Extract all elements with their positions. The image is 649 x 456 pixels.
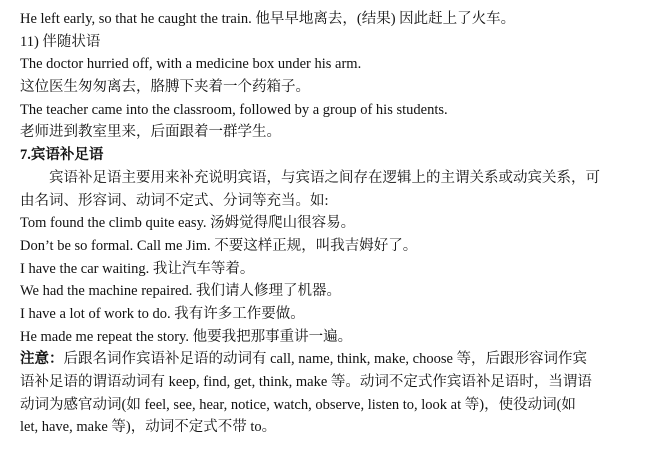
example-line: Don’t be so formal. Call me Jim. 不要这样正规，叫我吉姆好了。 [20,237,418,254]
example-line: I have the car waiting. 我让汽车等着。 [20,260,255,277]
example-line: We had the machine repaired. 我们请人修理了机器。 [20,283,341,300]
text-line: The doctor hurried off, with a medicine box under his arm. [20,56,362,73]
example-line: He made me repeat the story. 他要我把那事重讲一遍。 [20,328,353,345]
section-subheading: 11) 伴随状语 [20,33,101,50]
note-label: 注意： [20,351,64,368]
text-line: 这位医生匆匆离去，胳膊下夹着一个药箱子。 [20,79,310,96]
example-line: I have a lot of work to do. 我有许多工作要做。 [20,305,305,322]
text-line: 老师进到教室里来，后面跟着一群学生。 [20,124,281,141]
note-line: 语补足语的谓语动词有 keep, find, get, think, make 等。动词不定式作宾语补足语时，当谓语 [20,374,592,390]
text-line: The teacher came into the classroom, followed by a group of his students. [20,101,448,118]
text-line: He left early, so that he caught the train. 他早早地离去，(结果) 因此赶上了火车。 [20,11,516,27]
paragraph-line: 由名词、形容词、动词不定式、分词等充当。如: [20,192,329,209]
section-heading: 7.宾语补足语 [20,147,104,164]
note-text: 后跟名词作宾语补足语的动词有 call, name, think, make, choose 等，后跟形容词作宾 [63,351,588,368]
example-line: Tom found the climb quite easy. 汤姆觉得爬山很容易。 [20,215,356,232]
note-line: 动词为感官动词(如 feel, see, hear, notice, watch, observe, listen to, look at 等)，使役动词(如 [20,396,576,413]
note-line: let, have, make 等)，动词不定式不带 to。 [20,419,277,436]
paragraph-line: 宾语补足语主要用来补充说明宾语，与宾语之间存在逻辑上的主谓关系或动宾关系，可 [49,169,600,186]
note-line [20,348,639,371]
